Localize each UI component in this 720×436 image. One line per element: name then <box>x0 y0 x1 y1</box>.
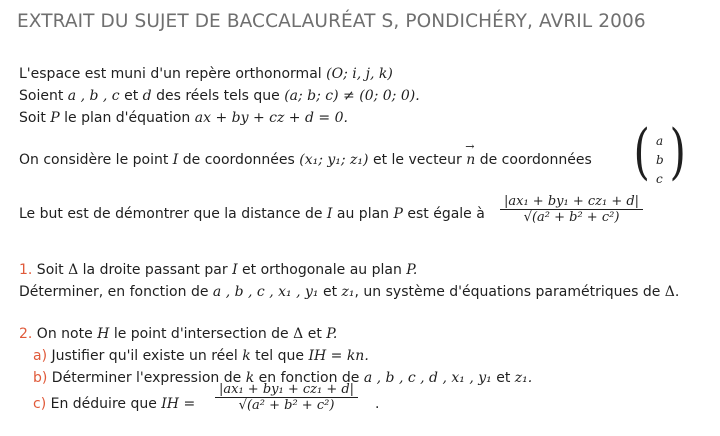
q-text: En déduire que <box>46 396 162 412</box>
q1-line-1 <box>19 262 417 278</box>
plane-symbol: P <box>393 206 403 222</box>
intro-text: Soient <box>19 88 68 104</box>
right-paren: ) <box>669 117 686 187</box>
intro-text: est égale à <box>402 206 485 222</box>
q-text: Justifier qu'il existe un réel <box>47 348 243 364</box>
intro-text: de coordonnées <box>178 152 300 168</box>
vector-column <box>633 117 686 190</box>
vector-component-c: c <box>656 172 663 186</box>
distance-formula <box>500 194 643 225</box>
q-text: Déterminer, en fonction de <box>19 284 213 300</box>
q2a-line <box>33 348 369 364</box>
var-z1: z₁ <box>341 284 355 300</box>
q1-line-2 <box>19 284 679 300</box>
intro-text: le plan d'équation <box>59 110 195 126</box>
q-text: Soit <box>32 262 69 278</box>
q2-line-1 <box>19 326 337 342</box>
var-k: k <box>242 348 251 364</box>
subquestion-label: a) <box>33 348 48 364</box>
vector-n: → n <box>466 152 475 168</box>
plane-symbol: P. <box>326 326 338 342</box>
q-text: et orthogonale au plan <box>237 262 407 278</box>
point-I: I <box>326 206 333 222</box>
vars-math: a , b , c , d , x₁ , y₁ <box>363 370 492 386</box>
intro-text: au plan <box>332 206 394 222</box>
intro-text: et <box>119 88 143 104</box>
left-paren: ( <box>633 117 650 187</box>
point-coordinates: (x₁; y₁; z₁) <box>299 152 369 168</box>
formula-numerator: |ax₁ + by₁ + cz₁ + d| <box>215 382 358 398</box>
q-text: et <box>491 370 515 386</box>
intro-line-4 <box>19 152 592 168</box>
q-text: tel que <box>250 348 309 364</box>
intro-text: On considère le point <box>19 152 173 168</box>
point-H: H <box>97 326 110 342</box>
intro-line-2 <box>19 88 420 104</box>
var-z1: z₁. <box>514 370 533 386</box>
q2c-line <box>33 396 195 412</box>
intro-text: des réels tels que <box>151 88 285 104</box>
question-number: 2. <box>19 326 33 342</box>
subquestion-label: b) <box>33 370 48 386</box>
subquestion-label: c) <box>33 396 47 412</box>
formula-numerator: |ax₁ + by₁ + cz₁ + d| <box>500 194 643 210</box>
q-text: le point d'intersection de <box>109 326 294 342</box>
formula-denominator: √(a² + b² + c²) <box>523 210 620 225</box>
intro-line-1 <box>19 66 393 82</box>
intro-text: Le but est de démontrer que la distance de <box>19 206 327 222</box>
IH-label: IH = <box>161 396 196 412</box>
distance-formula <box>215 382 358 413</box>
intro-line-5 <box>19 206 485 222</box>
var-d: d <box>142 88 152 104</box>
formula-denominator: √(a² + b² + c²) <box>238 398 335 413</box>
intro-text: L'espace est muni d'un repère orthonormal <box>19 66 327 82</box>
vector-component-a: a <box>656 134 664 148</box>
q-text: en fonction de <box>254 370 364 386</box>
q-text: et <box>318 284 342 300</box>
point-I: I <box>232 262 238 278</box>
q-text: la droite passant par <box>78 262 233 278</box>
plane-symbol: P. <box>406 262 418 278</box>
vector-component-b: b <box>656 153 664 167</box>
q-text: et <box>303 326 327 342</box>
condition-math: (a; b; c) ≠ (0; 0; 0). <box>284 88 420 104</box>
question-number: 1. <box>19 262 33 278</box>
q-text: Déterminer l'expression de <box>47 370 246 386</box>
point-I: I <box>172 152 179 168</box>
plane-equation: ax + by + cz + d = 0. <box>194 110 348 126</box>
intro-line-3 <box>19 110 348 126</box>
line-delta: Δ <box>68 262 79 278</box>
page-title: EXTRAIT DU SUJET DE BACCALAURÉAT S, PONDICHÉRY, AVRIL 2006 <box>17 11 646 32</box>
vector-equation: IH = kn. <box>308 348 369 364</box>
var-k: k <box>245 370 255 386</box>
q-text: , un système d'équations paramétriques de <box>354 284 665 300</box>
vars-math: a , b , c <box>67 88 120 104</box>
formula-period: . <box>375 396 380 412</box>
q-text: On note <box>32 326 98 342</box>
frame-math: (O; i, j, k) <box>326 66 393 82</box>
intro-text: et le vecteur <box>368 152 467 168</box>
vars-math: a , b , c , x₁ , y₁ <box>212 284 319 300</box>
intro-text: de coordonnées <box>475 152 592 168</box>
line-delta: Δ <box>293 326 304 342</box>
plane-symbol: P <box>50 110 60 126</box>
intro-text: Soit <box>19 110 51 126</box>
line-delta: Δ. <box>664 284 680 300</box>
